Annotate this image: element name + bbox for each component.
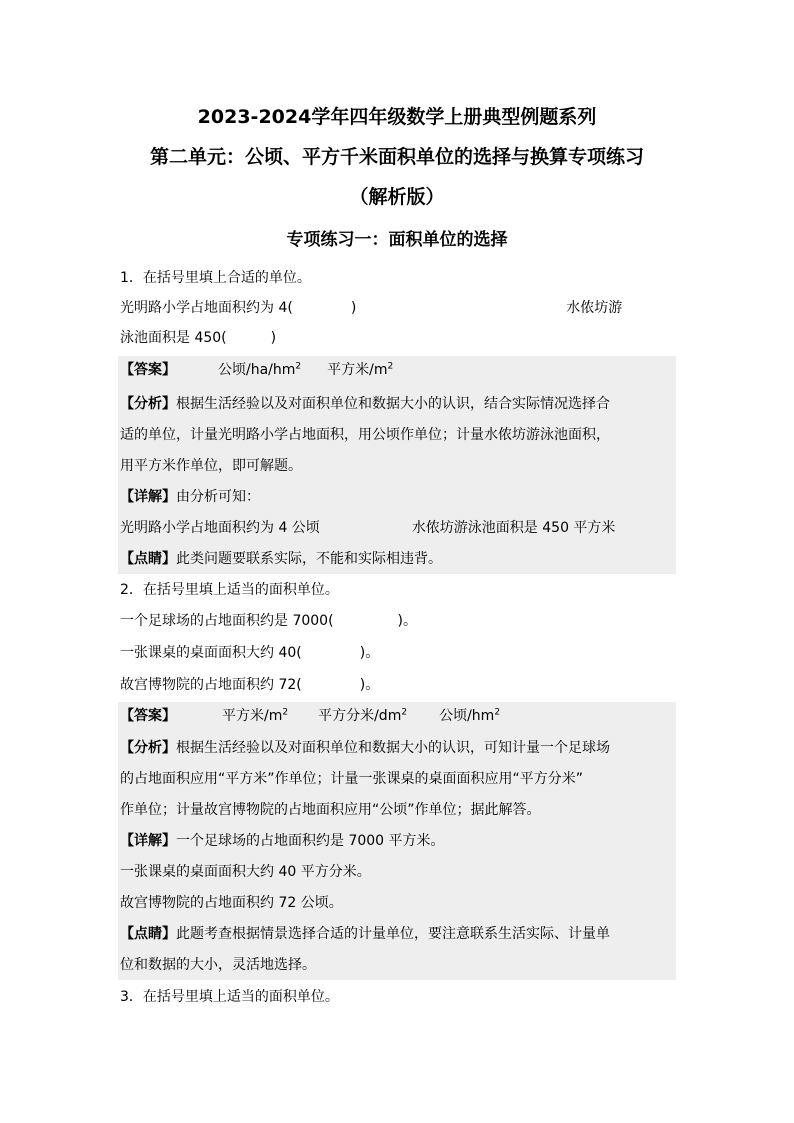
q1-line1-close: ) bbox=[350, 300, 357, 316]
q1-answer-tag: 【答案】 bbox=[120, 362, 176, 378]
q2-comment-line2: 位和数据的大小，灵活地选择。 bbox=[120, 957, 316, 973]
q2-analysis-tag: 【分析】 bbox=[120, 740, 176, 756]
q1-analysis-line1: 【分析】根据生活经验以及对面积单位和数据大小的认识，结合实际情况选择合 bbox=[120, 396, 610, 412]
q1-comment: 【点睛】此类问题要联系实际，不能和实际相违背。 bbox=[120, 551, 442, 567]
q2-comment-line1: 【点睛】此题考查根据情景选择合适的计量单位，要注意联系生活实际、计量单 bbox=[120, 926, 610, 942]
q1-line1-text: 光明路小学占地面积约为 4( bbox=[120, 300, 293, 316]
q1-analysis-line2: 适的单位，计量光明路小学占地面积，用公顷作单位；计量水侬坊游泳池面积， bbox=[120, 427, 610, 443]
q1-stem: 1．在括号里填上合适的单位。 bbox=[120, 270, 311, 286]
q2-answer-tag: 【答案】 bbox=[120, 708, 176, 724]
q1-line2-text: 泳池面积是 450( bbox=[120, 330, 227, 346]
q1-analysis-tag: 【分析】 bbox=[120, 396, 176, 412]
q1-line2 bbox=[120, 327, 676, 349]
q2-detail-line1: 【详解】一个足球场的占地面积约是 7000 平方米。 bbox=[120, 833, 445, 849]
doc-title-line1: 2023-2024学年四年级数学上册典型例题系列 bbox=[197, 106, 597, 128]
doc-title-line2: 第二单元：公顷、平方千米面积单位的选择与换算专项练习 bbox=[149, 146, 644, 168]
q2-line2: 一张课桌的桌面面积大约 40( )。 bbox=[120, 645, 380, 661]
doc-title-line3: （解析版） bbox=[349, 186, 445, 208]
section-heading: 专项练习一：面积单位的选择 bbox=[286, 230, 508, 250]
q2-line3: 故宫博物院的占地面积约 72( )。 bbox=[120, 677, 380, 693]
q2-analysis-line3: 作单位；计量故宫博物院的占地面积应用“公顷”作单位；据此解答。 bbox=[120, 802, 541, 818]
q1-detail-line1: 【详解】由分析可知： bbox=[120, 489, 260, 505]
q2-detail-tag: 【详解】 bbox=[120, 833, 176, 849]
q1-comment-tag: 【点睛】 bbox=[120, 551, 176, 567]
q1-analysis-line3: 用平方米作单位，即可解题。 bbox=[120, 458, 302, 474]
q1-answer bbox=[120, 359, 676, 381]
q1-answer-a-sup: 2 bbox=[295, 361, 302, 372]
q1-line1-tail: 水侬坊游 bbox=[566, 300, 623, 316]
q3-stem: 3．在括号里填上适当的面积单位。 bbox=[120, 989, 339, 1005]
q1-answer-b: 平方米/m bbox=[327, 362, 388, 378]
q2-analysis-line2: 的占地面积应用“平方米”作单位；计量一张课桌的桌面面积应用“平方分米” bbox=[120, 771, 584, 787]
q2-stem: 2．在括号里填上适当的面积单位。 bbox=[120, 582, 339, 598]
q2-detail-line2: 一张课桌的桌面面积大约 40 平方分米。 bbox=[120, 864, 371, 880]
q2-comment-tag: 【点睛】 bbox=[120, 926, 176, 942]
q1-answer-b-sup: 2 bbox=[387, 361, 394, 372]
q1-detail-line2: 光明路小学占地面积约为 4 公顷 水侬坊游泳池面积是 450 平方米 bbox=[120, 520, 616, 536]
q1-detail-tag: 【详解】 bbox=[120, 489, 176, 505]
q1-line2-close: ) bbox=[270, 330, 277, 346]
q1-answer-a: 公顷/ha/hm bbox=[218, 362, 296, 378]
q1-line1 bbox=[120, 297, 676, 319]
q2-detail-line3: 故宫博物院的占地面积约 72 公顷。 bbox=[120, 895, 343, 911]
q2-analysis-line1: 【分析】根据生活经验以及对面积单位和数据大小的认识，可知计量一个足球场 bbox=[120, 740, 610, 756]
q2-answer: 【答案】 平方米$/m^2$ 平方分米$/dm^2$ 公顷$/hm^2$ bbox=[120, 707, 501, 724]
q2-line1: 一个足球场的占地面积约是 7000( )。 bbox=[120, 613, 418, 629]
